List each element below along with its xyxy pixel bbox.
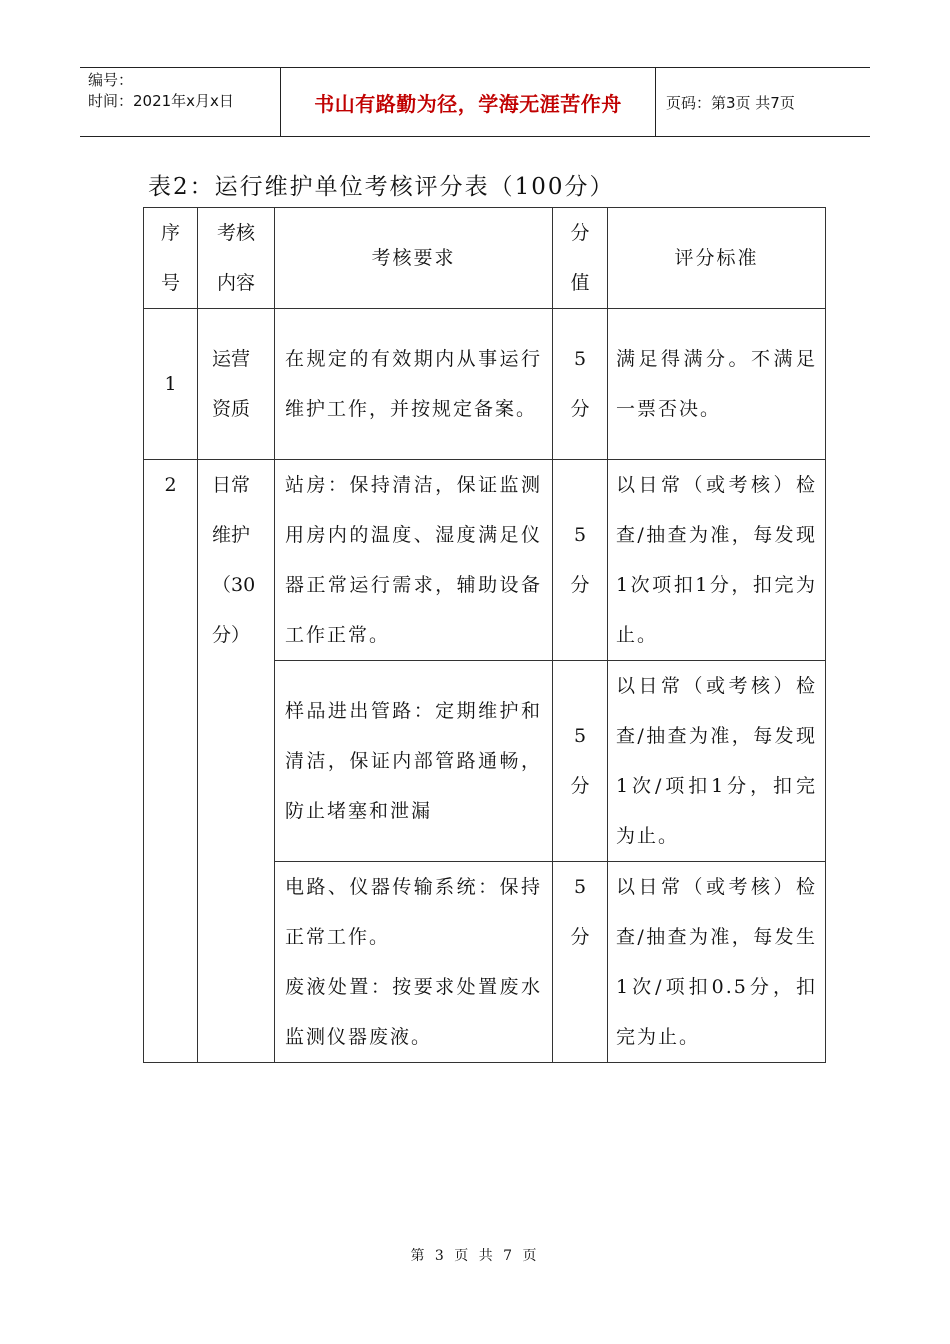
- row-requirement-line: 电路、仪器传输系统：保持正常工作。: [285, 876, 542, 948]
- row-requirement: 在规定的有效期内从事运行维护工作，并按规定备案。: [275, 309, 553, 460]
- header-requirement: 考核要求: [275, 208, 553, 309]
- row-category-text: 日常维护（30分）: [212, 474, 256, 646]
- header-page-number: 页码：第3页 共7页: [666, 93, 795, 112]
- table-title: 表2：运行维护单位考核评分表（100分）: [148, 174, 615, 200]
- row-requirement: [275, 862, 553, 1063]
- doc-date: 时间：2021年x月x日: [88, 92, 234, 110]
- table-row: [144, 460, 826, 661]
- page-header: [80, 67, 870, 137]
- header-no-text: 序号: [160, 222, 180, 294]
- row-score: [553, 661, 608, 862]
- header-score-text: 分值: [570, 222, 590, 294]
- row-requirement: 站房：保持清洁，保证监测用房内的温度、湿度满足仪器正常运行需求，辅助设备工作正常。: [275, 460, 553, 661]
- row-requirement-extra: 废液处置：按要求处置废水监测仪器废液。: [285, 976, 542, 1048]
- row-score: [553, 309, 608, 460]
- row-standard: 以日常（或考核）检查/抽查为准，每发现1次/项扣1分，扣完为止。: [608, 661, 826, 862]
- header-standard: 评分标准: [608, 208, 826, 309]
- row-score-text: 5分: [570, 876, 590, 948]
- row-score-text: 5分: [570, 348, 590, 420]
- row-no: 2: [144, 460, 198, 1063]
- header-no: [144, 208, 198, 309]
- row-category: [198, 460, 275, 1063]
- row-no: 1: [144, 309, 198, 460]
- header-category-text: 考核内容: [216, 222, 255, 294]
- row-score-text: 5分: [570, 725, 590, 797]
- doc-number: 编号：: [88, 71, 134, 89]
- header-motto: 书山有路勤为径，学海无涯苦作舟: [280, 68, 656, 136]
- row-requirement: 样品进出管路：定期维护和清洁，保证内部管路通畅，防止堵塞和泄漏: [275, 661, 553, 862]
- header-meta: [80, 68, 280, 136]
- row-score-text: 5分: [570, 524, 590, 596]
- row-category-text: 运营资质: [212, 348, 251, 420]
- table-row: [144, 309, 826, 460]
- page-footer: 第 3 页 共 7 页: [410, 1248, 540, 1264]
- row-category: [198, 309, 275, 460]
- row-standard: 以日常（或考核）检查/抽查为准，每发生1次/项扣0.5分，扣完为止。: [608, 862, 826, 1063]
- row-standard: 满足得满分。不满足一票否决。: [608, 309, 826, 460]
- row-standard: 以日常（或考核）检查/抽查为准，每发现1次项扣1分，扣完为止。: [608, 460, 826, 661]
- row-score: [553, 460, 608, 661]
- header-category: [198, 208, 275, 309]
- header-score: [553, 208, 608, 309]
- row-score: [553, 862, 608, 1063]
- table-header-row: [144, 208, 826, 309]
- assessment-table: [143, 207, 826, 1063]
